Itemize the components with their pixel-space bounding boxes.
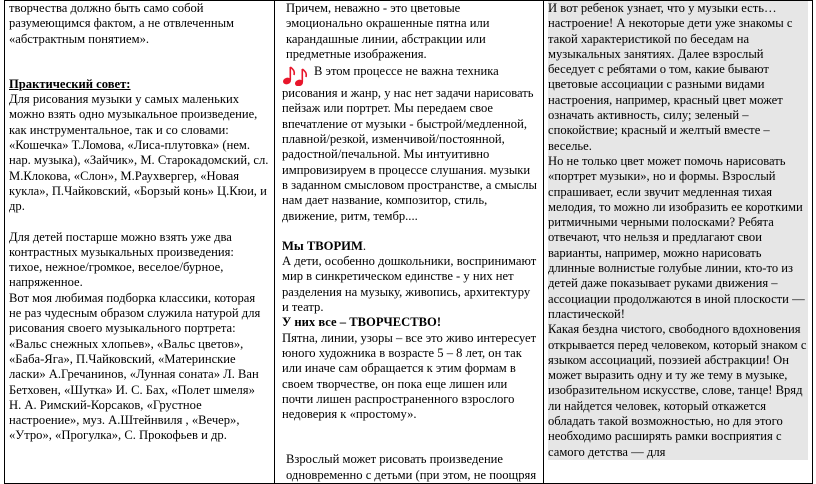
column-left <box>5 1 275 484</box>
we-create-title: Мы ТВОРИМ <box>282 238 363 253</box>
favorite-selection-text: Вот моя любимая подборка классики, которая не раз чудесным образом служила натурой для рисования своего музыкального портрета: «Вальс снежных хлопьев», «Вальс цветов», «Баба-Яга», П.Чайковский, «Материнские ласки» А.Гречанинов, «Лунная соната» Л. Ван Бетховен, «Шутка» И. С. Бах, «Полет шмеля» Н. А. Римский-Корсаков, «Грустное настроение», муз. А.Штейнвиля , «Вечер», «Утро», «Прогулка», С. Прокофьев и др. <box>9 290 261 443</box>
music-notes-icon <box>282 64 308 86</box>
advice-title: Практический совет: <box>9 76 131 91</box>
middle-para-2-wrap <box>282 64 539 224</box>
content-table <box>4 0 813 484</box>
advice-text: Для рисования музыки у самых маленьких можно взять одно музыкальное произведение, как инструментальное, так и со словами: «Кошечка» Т.Ломова, «Лиса-плутовка» (нем. нар. музыка), «Зайчик», М. Старокадомский, сл. М.Клокова, «Слон», М.Раухвергер, «Новая кукла», П.Чайковский, «Борзый конь» Ц.Кюи, и др. <box>9 92 269 214</box>
older-children-text: Для детей постарше можно взять уже два контрастных музыкальных произведения: тихое, нежное/громкое, веселое/бурное, напряженное. <box>9 229 234 290</box>
middle-para-4: Пятна, линии, узоры – все это живо интересует юного художника в возрасте 5 – 8 лет, он так или иначе сам обращается к этим формам в своем творчестве, он пока еще лишен или почти лишен распространенного взрослого недоверия к «простому». <box>282 330 537 422</box>
middle-para-1: Причем, неважно - это цветовые эмоционально окрашенные пятна или карандашные линии, абстракции или предметные изображения. <box>286 1 490 61</box>
right-para-2: Но не только цвет может помочь нарисовать «портрет музыки», но и формы. Взрослый спрашивает, если звучит медленная тихая мелодия, то можно ли изобразить ее короткими ритмичными черными полосками? Ребята отвечают, что нельзя и предлагают свои варианты, например, можно нарисовать длинные волнистые голубые линии, кто-то из детей даже показывает руками движения – ассоциации продолжаются в иной плоскости — пластической! <box>548 154 808 322</box>
everyone-title: У них все – ТВОРЧЕСТВО! <box>282 315 442 330</box>
middle-para-3: А дети, особенно дошкольники, воспринимают мир в синкретическом единстве - у них нет разделения на музыку, живопись, архитектуру и театр. <box>282 254 537 315</box>
intro-text: творчества должно быть само собой разумеющимся фактом, а не отвлеченным «абстрактным понятием». <box>9 1 235 46</box>
right-para-1: И вот ребенок узнает, что у музыки есть… настроение! А некоторые дети уже знакомы с такой характеристикой по беседам на музыкальных занятиях. Далее взрослый беседует с ребятами о том, какие бывают цветовые ассоциации с разными видами настроения, например, красный цвет может означать активность, силу; зеленый – спокойствие; красный и желтый вместе – веселье. <box>548 1 808 154</box>
middle-para-2: В этом процессе не важна техника рисования и жанр, у нас нет задачи нарисовать пейзаж или портрет. Мы передаем свое впечатление от музыки - быстрой/медленной, плавной/резкой, изменчивой/постоянной, радостной/печальной. Мы интуитивно импровизируем в процессе слушания. музыки в заданном смысловом пространстве, а смыслы нам дает название, композитор, стиль, движение, ритм, тембр.... <box>282 64 538 223</box>
we-create-dot: . <box>362 238 366 253</box>
column-middle <box>275 1 544 484</box>
we-create-line <box>282 239 539 254</box>
middle-para-5: Взрослый может рисовать произведение одновременно с детьми (при этом, не поощряя <box>286 452 537 482</box>
column-right <box>544 1 813 484</box>
right-para-3: Какая бездна чистого, свободного вдохновения открывается перед человеком, который знаком с языком ассоциаций, поэзией абстракции! Он может выразить одну и ту же тему в музыке, изобразительном искусстве, слове, танце! Вряд ли найдется человек, который откажется обладать такой возможностью, но для этого необходимо расширять рамки восприятия с самого детства — для <box>548 322 807 459</box>
